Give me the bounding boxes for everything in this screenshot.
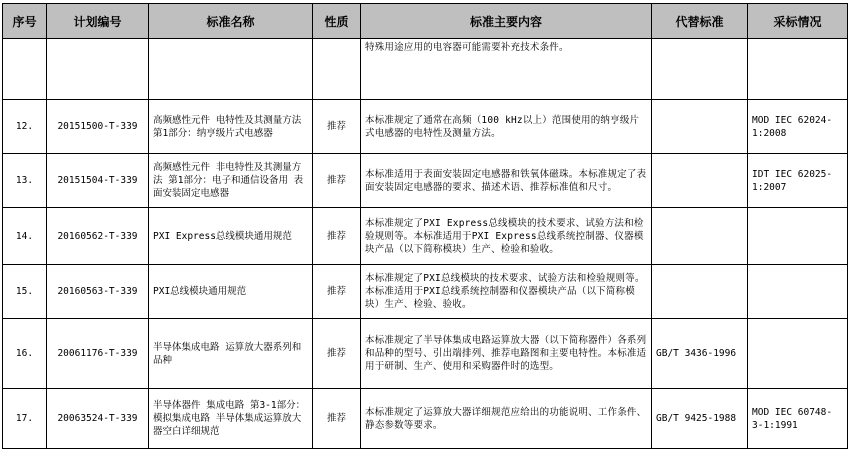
row-main-content: 本标准规定了半导体集成电路运算放大器（以下简称器件）各系列和品种的型号、引出端排列、推荐电路图和主要电特性。本标准适用于研制、生产、使用和采购器件时的选型。: [361, 319, 652, 389]
row-nature: 推荐: [313, 100, 361, 154]
row-no: [3, 39, 47, 100]
table-row: [3, 100, 848, 154]
row-adoption: [748, 319, 848, 389]
row-plan-number: 20151504-T-339: [47, 154, 149, 208]
table-row: [3, 265, 848, 319]
row-replaced-standard: [652, 39, 748, 100]
row-main-content: 本标准适用于表面安装固定电感器和铁氧体磁珠。本标准规定了表面安装固定电感器的要求、描述术语、推荐标准值和尺寸。: [361, 154, 652, 208]
row-adoption: [748, 208, 848, 265]
row-standard-name: 高频感性元件 电特性及其测量方法 第1部分：纳亨级片式电感器: [149, 100, 313, 154]
header-plan-number: 计划编号: [47, 4, 149, 39]
row-replaced-standard: GB/T 3436-1996: [652, 319, 748, 389]
table-row: [3, 208, 848, 265]
table-row: [3, 319, 848, 389]
row-plan-number: 20151500-T-339: [47, 100, 149, 154]
table-row: [3, 154, 848, 208]
row-adoption: [748, 265, 848, 319]
row-no: 17.: [3, 389, 47, 449]
row-main-content: 本标准规定了通常在高频（100 kHz以上）范围使用的纳亨级片式电感器的电特性及测量方法。: [361, 100, 652, 154]
row-standard-name: 半导体器件 集成电路 第3-1部分：模拟集成电路 半导体集成运算放大器空白详细规范: [149, 389, 313, 449]
table-row: [3, 389, 848, 449]
row-no: 14.: [3, 208, 47, 265]
row-nature: [313, 39, 361, 100]
row-standard-name: 高频感性元件 非电特性及其测量方法 第1部分：电子和通信设备用 表面安装固定电感器: [149, 154, 313, 208]
row-no: 15.: [3, 265, 47, 319]
row-nature: 推荐: [313, 208, 361, 265]
header-replaced-standard: 代替标准: [652, 4, 748, 39]
row-replaced-standard: [652, 154, 748, 208]
row-standard-name: [149, 39, 313, 100]
row-nature: 推荐: [313, 265, 361, 319]
row-nature: 推荐: [313, 389, 361, 449]
row-main-content: 本标准规定了PXI Express总线模块的技术要求、试验方法和检验规则等。本标准适用于PXI Express总线系统控制器、仪器模块产品（以下简称模块）生产、检验和验收。: [361, 208, 652, 265]
row-replaced-standard: [652, 100, 748, 154]
row-plan-number: 20160562-T-339: [47, 208, 149, 265]
header-no: 序号: [3, 4, 47, 39]
row-main-content: 特殊用途应用的电容器可能需要补充技术条件。: [361, 39, 652, 100]
row-plan-number: 20063524-T-339: [47, 389, 149, 449]
table-header-row: [3, 4, 848, 39]
header-adoption: 采标情况: [748, 4, 848, 39]
table-row: [3, 39, 848, 100]
row-standard-name: PXI总线模块通用规范: [149, 265, 313, 319]
row-replaced-standard: [652, 265, 748, 319]
row-adoption: [748, 39, 848, 100]
row-replaced-standard: GB/T 9425-1988: [652, 389, 748, 449]
standards-table: [2, 3, 848, 449]
row-nature: 推荐: [313, 154, 361, 208]
row-main-content: 本标准规定了运算放大器详细规范应给出的功能说明、工作条件、静态参数等要求。: [361, 389, 652, 449]
header-standard-name: 标准名称: [149, 4, 313, 39]
row-main-content: 本标准规定了PXI总线模块的技术要求、试验方法和检验规则等。本标准适用于PXI总线系统控制器和仪器模块产品（以下简称模块）生产、检验、验收。: [361, 265, 652, 319]
row-nature: 推荐: [313, 319, 361, 389]
row-replaced-standard: [652, 208, 748, 265]
header-nature: 性质: [313, 4, 361, 39]
row-plan-number: [47, 39, 149, 100]
row-no: 16.: [3, 319, 47, 389]
row-adoption: MOD IEC 62024-1:2008: [748, 100, 848, 154]
row-plan-number: 20160563-T-339: [47, 265, 149, 319]
row-plan-number: 20061176-T-339: [47, 319, 149, 389]
row-standard-name: PXI Express总线模块通用规范: [149, 208, 313, 265]
header-main-content: 标准主要内容: [361, 4, 652, 39]
row-adoption: IDT IEC 62025-1:2007: [748, 154, 848, 208]
row-no: 13.: [3, 154, 47, 208]
row-no: 12.: [3, 100, 47, 154]
row-standard-name: 半导体集成电路 运算放大器系列和品种: [149, 319, 313, 389]
row-adoption: MOD IEC 60748-3-1:1991: [748, 389, 848, 449]
